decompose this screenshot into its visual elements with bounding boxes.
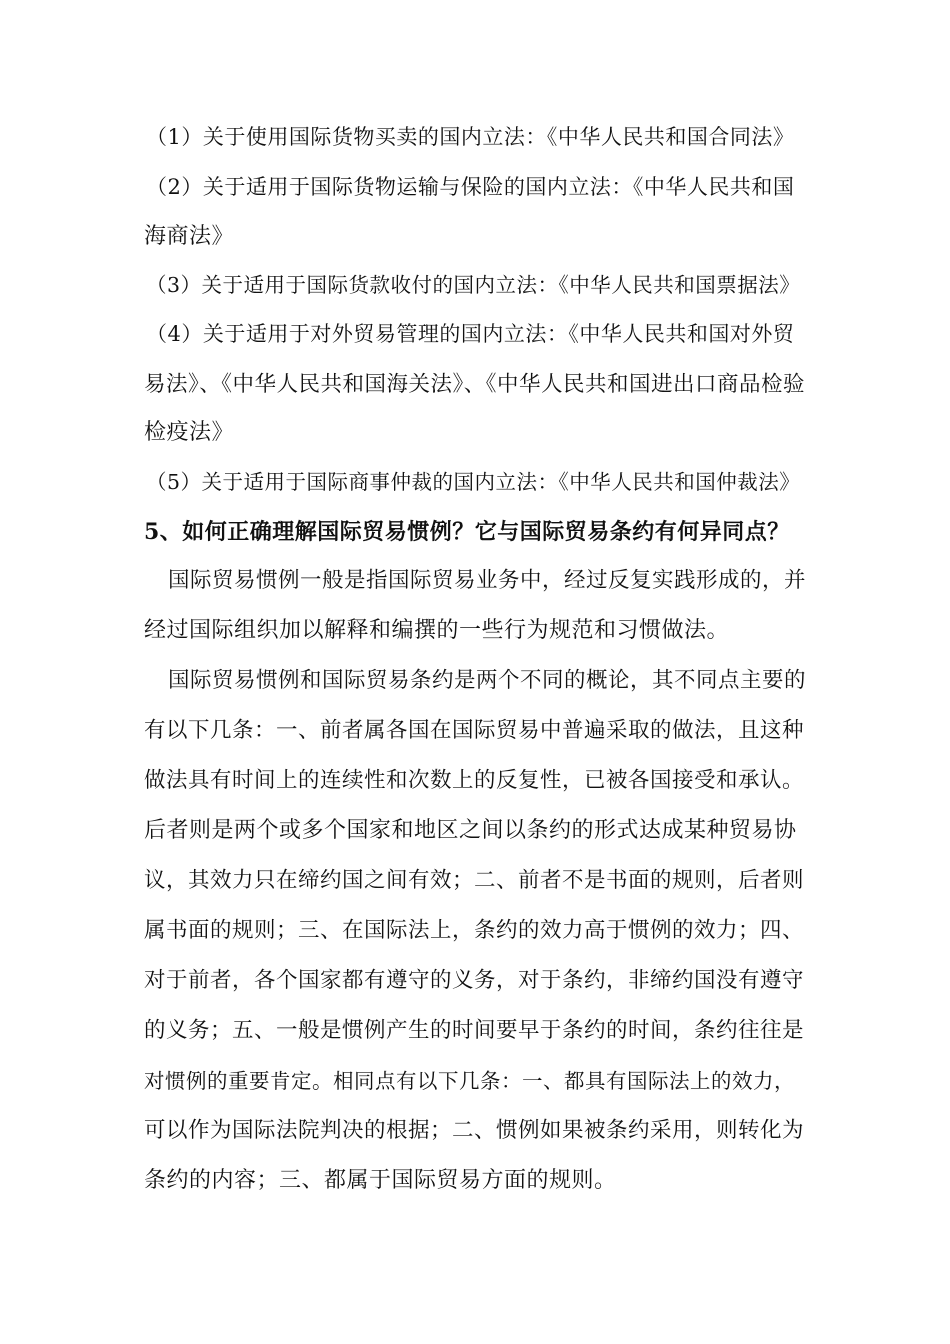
text-line: （5）关于适用于国际商事仲裁的国内立法：《中华人民共和国仲裁法》 <box>146 470 801 494</box>
paragraph-line: 的义务；五、一般是惯例产生的时间要早于条约的时间，条约往往是 <box>144 1018 805 1043</box>
text-line: （2）关于适用于国际货物运输与保险的国内立法：《中华人民共和国 <box>146 175 795 199</box>
paragraph-line: 可以作为国际法院判决的根据；二、惯例如果被条约采用，则转化为 <box>144 1118 805 1143</box>
paragraph-line: 属书面的规则；三、在国际法上，条约的效力高于惯例的效力；四、 <box>144 918 805 943</box>
paragraph-line: 有以下几条：一、前者属各国在国际贸易中普遍采取的做法，且这种 <box>144 718 805 743</box>
paragraph-line: 国际贸易惯例一般是指国际贸易业务中，经过反复实践形成的，并 <box>168 568 807 593</box>
paragraph-line: 条约的内容；三、都属于国际贸易方面的规则。 <box>144 1168 617 1193</box>
paragraph-line: 国际贸易惯例和国际贸易条约是两个不同的概论，其不同点主要的 <box>168 668 807 693</box>
text-line: （3）关于适用于国际货款收付的国内立法：《中华人民共和国票据法》 <box>146 273 801 297</box>
text-line: 海商法》 <box>144 224 235 249</box>
question-heading: 5、如何正确理解国际贸易惯例？它与国际贸易条约有何异同点？ <box>144 519 790 545</box>
paragraph-line: 议，其效力只在缔约国之间有效；二、前者不是书面的规则，后者则 <box>144 868 805 893</box>
text-line: （1）关于使用国际货物买卖的国内立法：《中华人民共和国合同法》 <box>146 125 795 149</box>
paragraph-line: 对于前者，各个国家都有遵守的义务，对于条约，非缔约国没有遵守 <box>144 968 805 993</box>
paragraph-line: 后者则是两个或多个国家和地区之间以条约的形式达成某种贸易协 <box>144 818 797 843</box>
paragraph-line: 做法具有时间上的连续性和次数上的反复性，已被各国接受和承认。 <box>144 768 805 793</box>
text-line: 检疫法》 <box>144 420 235 445</box>
text-line: 易法》、《中华人民共和国海关法》、《中华人民共和国进出口商品检验 <box>144 372 806 397</box>
paragraph-line: 对惯例的重要肯定。相同点有以下几条：一、都具有国际法上的效力， <box>144 1069 795 1093</box>
paragraph-line: 经过国际组织加以解释和编撰的一些行为规范和习惯做法。 <box>144 618 730 643</box>
text-line: （4）关于适用于对外贸易管理的国内立法：《中华人民共和国对外贸 <box>146 322 795 346</box>
